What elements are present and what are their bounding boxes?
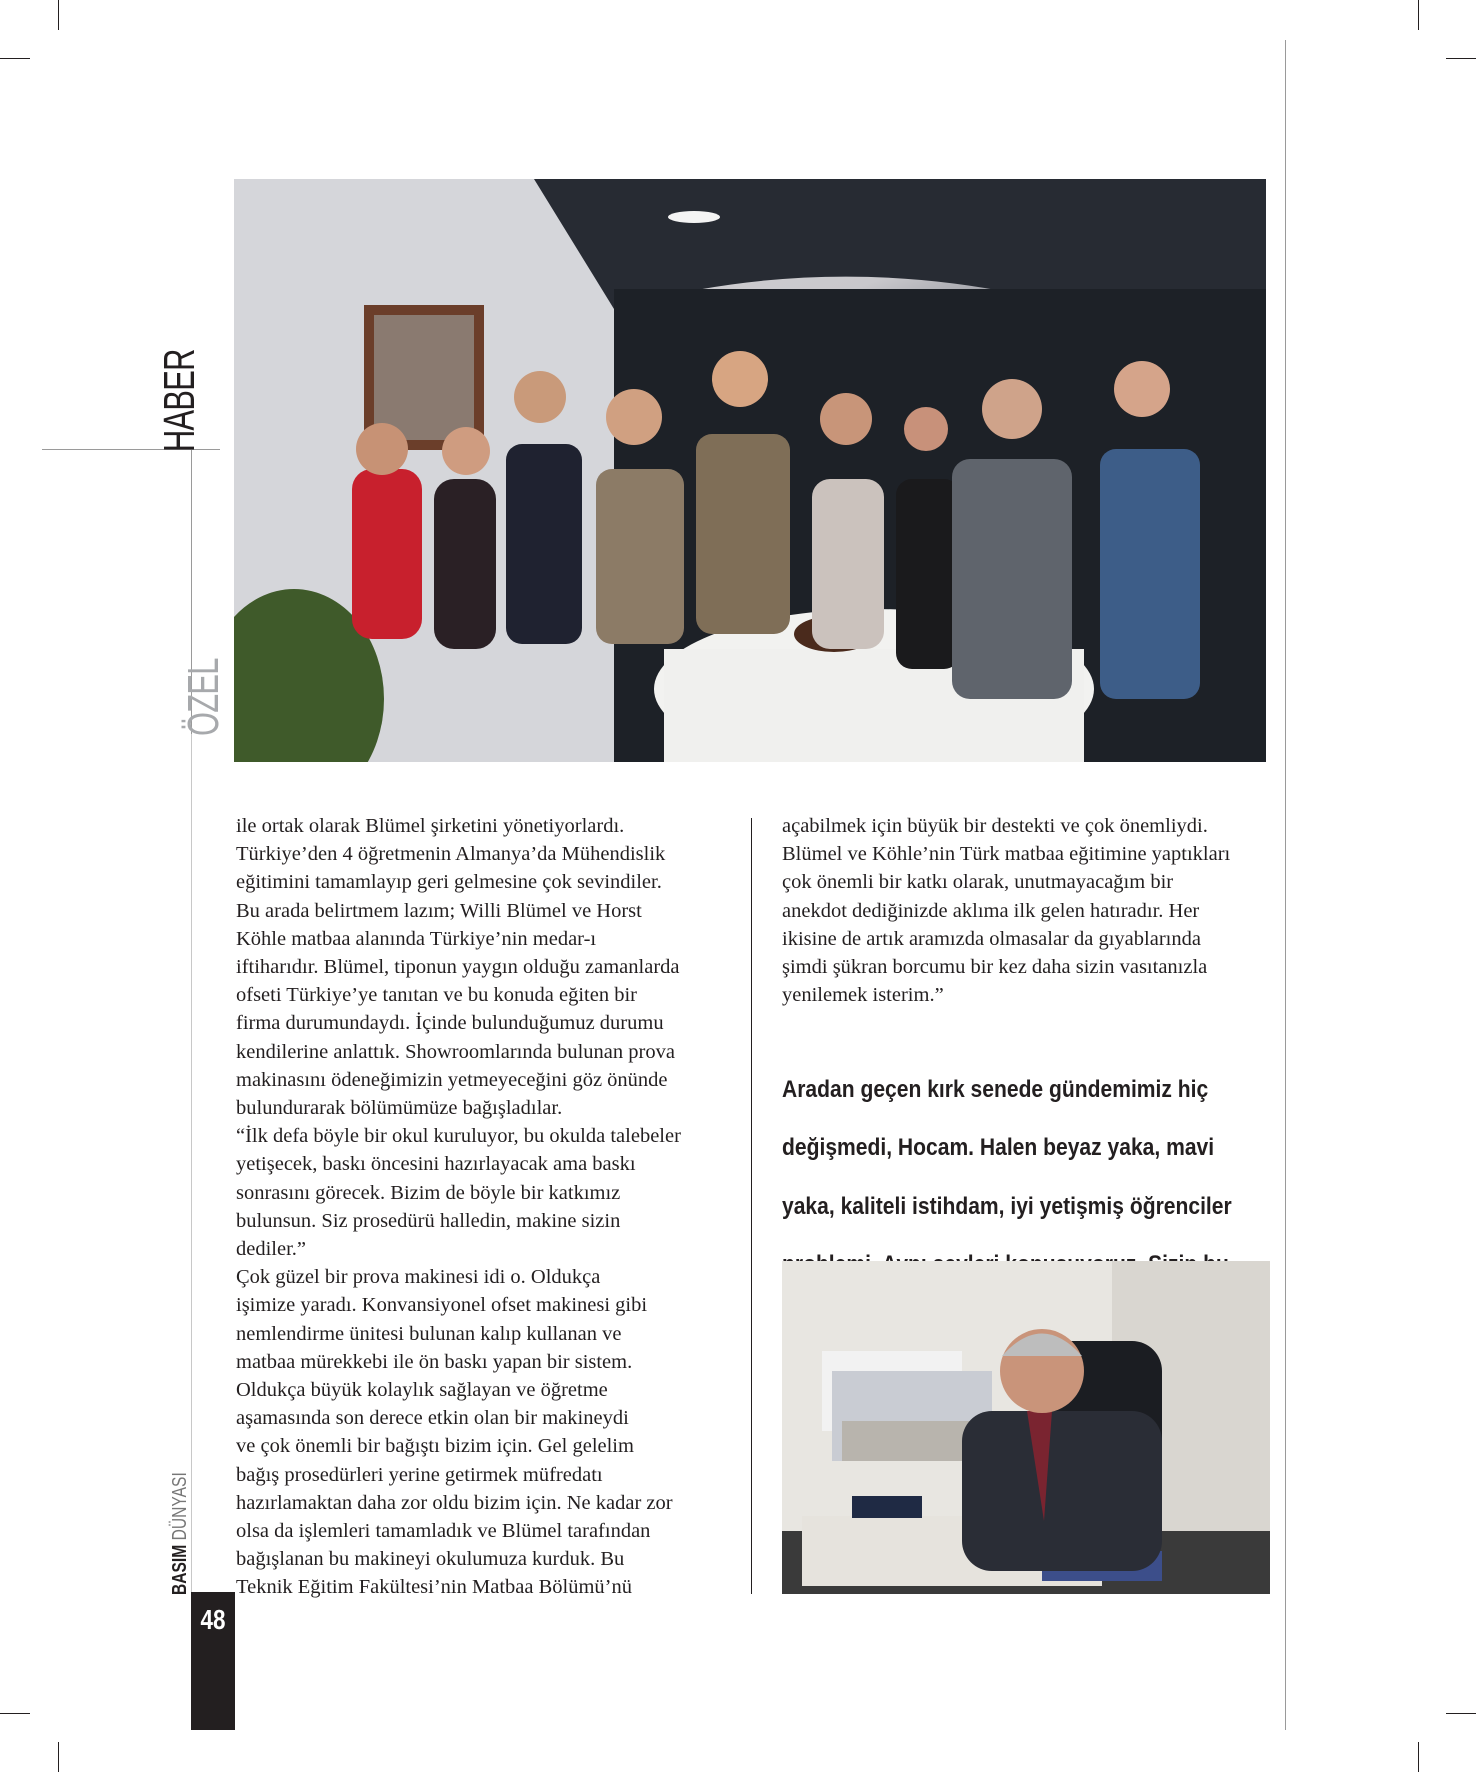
crop-mark	[0, 1713, 30, 1714]
page-edge-rule	[1285, 40, 1286, 1730]
left-column-line: aşamasında son derece etkin olan bir makineydi	[236, 1407, 629, 1430]
brand-name-light: DÜNYASI	[169, 1472, 191, 1541]
article-right-column	[782, 812, 1274, 1009]
brand-name-bold: BASIM	[169, 1544, 191, 1595]
left-column-line: bağış prosedürleri yerine getirmek müfredatı	[236, 1463, 603, 1486]
left-column-line: hazırlamaktan daha zor oldu bizim için. Ne kadar zor	[236, 1491, 673, 1514]
left-column-line: yetişecek, baskı öncesini hazırlayacak ama baskı	[236, 1153, 636, 1176]
left-column-line: Köhle matbaa alanında Türkiye’nin medar-ı	[236, 927, 597, 950]
right-column-line: açabilmek için büyük bir destekti ve çok önemliydi.	[782, 815, 1208, 837]
left-column-line: işimize yaradı. Konvansiyonel ofset makinesi gibi	[236, 1294, 648, 1317]
left-column-line: Bu arada belirtmem lazım; Willi Blümel ve Horst	[236, 899, 642, 922]
group-photo-illustration	[234, 179, 1266, 762]
portrait-photo	[782, 1261, 1270, 1594]
section-label-primary: HABER	[155, 349, 204, 452]
left-column-line: Çok güzel bir prova makinesi idi o. Oldukça	[236, 1266, 601, 1289]
crop-mark	[1418, 0, 1419, 30]
right-column-line: şimdi şükran borcumu bir kez daha sizin vasıtanızla	[782, 956, 1208, 979]
crop-mark	[0, 58, 30, 59]
left-column-line: dediler.”	[236, 1238, 307, 1261]
crop-mark	[1446, 1713, 1476, 1714]
left-column-line: ile ortak olarak Blümel şirketini yönetiyorlardı.	[236, 815, 625, 837]
left-column-line: Oldukça büyük kolaylık sağlayan ve öğretme	[236, 1379, 608, 1402]
left-column-line: nemlendirme ünitesi bulunan kalıp kullanan ve	[236, 1322, 622, 1345]
left-column-line: ofseti Türkiye’ye tanıtan ve bu konuda eğiten bir	[236, 984, 637, 1007]
magazine-brand	[170, 1472, 190, 1595]
left-column-line: Türkiye’den 4 öğretmenin Almanya’da Mühendislik	[236, 843, 666, 866]
left-column-line: eğitimini tamamlayıp geri gelmesine çok sevindiler.	[236, 871, 662, 894]
left-column-line: kendilerine anlattık. Showroomlarında bulunan prova	[236, 1040, 675, 1063]
right-column-line: yenilemek isterim.”	[782, 984, 944, 1007]
question-line: Aradan geçen kırk senede gündemimiz hiç	[782, 1075, 1209, 1103]
left-column-line: bağışlanan bu makineyi okulumuza kurduk. Bu	[236, 1548, 625, 1571]
crop-mark	[58, 1742, 59, 1772]
column-divider	[751, 818, 752, 1594]
left-column-line: bulundurarak bölümümüze bağışladılar.	[236, 1097, 563, 1120]
crop-mark	[58, 0, 59, 30]
section-label-secondary: ÖZEL	[179, 658, 228, 736]
left-column-line: ve çok önemli bir bağıştı bizim için. Gel gelelim	[236, 1435, 634, 1458]
right-column-line: anekdot dediğinizde aklıma ilk gelen hatıradır. Her	[782, 899, 1200, 922]
right-column-line: çok önemli bir katkı olarak, unutmayacağım bir	[782, 871, 1174, 894]
left-column-line: makinasını ödeneğimizin yetmeyeceğini göz önünde	[236, 1068, 668, 1091]
left-column-line: firma durumundaydı. İçinde bulunduğumuz durumu	[236, 1012, 664, 1035]
left-column-line: matbaa mürekkebi ile ön baskı yapan bir sistem.	[236, 1350, 633, 1373]
right-column-line: ikisine de artık aramızda olmasalar da gıyablarında	[782, 927, 1201, 950]
left-column-line: bulunsun. Siz prosedürü halledin, makine sizin	[236, 1209, 621, 1232]
right-column-line: Blümel ve Köhle’nin Türk matbaa eğitimine yaptıkları	[782, 843, 1231, 866]
portrait-photo-illustration	[782, 1261, 1270, 1594]
crop-mark	[1418, 1742, 1419, 1772]
left-column-line: Teknik Eğitim Fakültesi’nin Matbaa Bölümü’nü	[236, 1576, 632, 1599]
spine-rule	[191, 734, 192, 1594]
page-number: 48	[200, 1604, 226, 1635]
left-column-line: “İlk defa böyle bir okul kuruluyor, bu okulda talebeler	[236, 1125, 681, 1148]
question-line: değişmedi, Hocam. Halen beyaz yaka, mavi	[782, 1134, 1215, 1161]
question-line: yaka, kaliteli istihdam, iyi yetişmiş öğrenciler	[782, 1192, 1232, 1220]
article-left-column	[236, 812, 736, 1602]
group-photo	[234, 179, 1266, 762]
left-column-line: olsa da işlemleri tamamladık ve Blümel tarafından	[236, 1520, 651, 1543]
crop-mark	[1446, 58, 1476, 59]
left-column-line: sonrasını görecek. Bizim de böyle bir katkımız	[236, 1181, 621, 1204]
left-column-line: iftiharıdır. Blümel, tiponun yaygın olduğu zamanlarda	[236, 956, 680, 979]
